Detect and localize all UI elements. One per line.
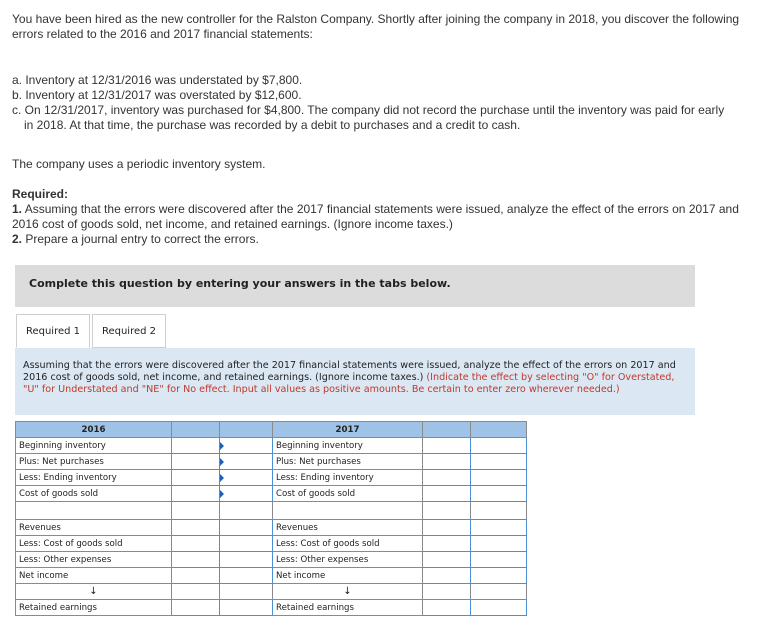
label-end-inv-2016: Less: Ending inventory <box>16 470 172 486</box>
revenues-2017-amount[interactable] <box>471 520 526 535</box>
less-cogs-2016-effect[interactable] <box>172 536 219 551</box>
label-less-cogs-2017: Less: Cost of goods sold <box>273 536 423 552</box>
label-less-cogs-2016: Less: Cost of goods sold <box>16 536 172 552</box>
label-beg-inv-2017: Beginning inventory <box>273 438 423 454</box>
beg-inv-2016-amount[interactable] <box>220 438 272 453</box>
label-other-exp-2017: Less: Other expenses <box>273 552 423 568</box>
revenues-2017-effect[interactable] <box>423 520 470 535</box>
amount-input[interactable] <box>220 438 273 454</box>
net-income-2016-amount[interactable] <box>220 568 272 583</box>
purchases-2017-amount[interactable] <box>471 454 526 469</box>
label-net-income-2016: Net income <box>16 568 172 584</box>
purchases-2017-effect[interactable] <box>423 454 470 469</box>
end-inv-2017-effect[interactable] <box>423 470 470 485</box>
intro-text: You have been hired as the new controller for the Ralston Company. Shortly after joining the company in 2018, you discover the following errors related to the 2016 and 2017 financial statements: <box>12 12 740 41</box>
error-b: b. Inventory at 12/31/2017 was overstated by $12,600. <box>12 88 302 102</box>
label-cogs-2017: Cost of goods sold <box>273 486 423 502</box>
other-exp-2017-effect[interactable] <box>423 552 470 567</box>
purchases-2016-amount[interactable] <box>220 454 272 469</box>
label-end-inv-2017: Less: Ending inventory <box>273 470 423 486</box>
cogs-2016-effect[interactable] <box>172 486 219 501</box>
other-exp-2017-amount[interactable] <box>471 552 526 567</box>
beg-inv-2017-amount[interactable] <box>471 438 526 453</box>
retained-2017-amount[interactable] <box>471 600 526 615</box>
header-2017: 2017 <box>273 422 423 438</box>
required-item-1: 1. Assuming that the errors were discovered after the 2017 financial statements were issued, analyze the effect of the errors on 2017 and 2016 cost of goods sold, net income, and retained earnings. (Ignore income taxes.) <box>12 202 739 231</box>
required-item-2: 2. Prepare a journal entry to correct the errors. <box>12 232 259 246</box>
retained-2016-effect[interactable] <box>172 600 219 615</box>
error-c-cont: in 2018. At that time, the purchase was recorded by a debit to purchases and a credit to cash. <box>24 118 521 132</box>
cogs-2016-amount[interactable] <box>220 486 272 501</box>
instructions-main: Assuming that the errors were discovered after the 2017 financial statements were issued, analyze the effect of the errors on 2017 and 2016 cost of goods sold, net income, and retained earnings. (Ignore income taxes.) <box>23 360 676 383</box>
down-arrow-icon: ↓ <box>16 584 172 600</box>
label-cogs-2016: Cost of goods sold <box>16 486 172 502</box>
beg-inv-2017-effect[interactable] <box>423 438 470 453</box>
net-income-2017-effect[interactable] <box>423 568 470 583</box>
error-list <box>12 73 764 133</box>
retained-2017-effect[interactable] <box>423 600 470 615</box>
less-cogs-2016-amount[interactable] <box>220 536 272 551</box>
label-revenues-2017: Revenues <box>273 520 423 536</box>
problem-intro <box>12 12 764 133</box>
beg-inv-2016-effect[interactable] <box>172 438 219 453</box>
required-heading: Required: <box>12 187 69 201</box>
label-net-income-2017: Net income <box>273 568 423 584</box>
tab-required-2[interactable]: Required 2 <box>92 314 166 348</box>
required-section <box>12 187 764 247</box>
end-inv-2016-amount[interactable] <box>220 470 272 485</box>
end-inv-2016-effect[interactable] <box>172 470 219 485</box>
instructions-panel <box>15 348 695 415</box>
label-beg-inv-2016: Beginning inventory <box>16 438 172 454</box>
label-retained-2016: Retained earnings <box>16 600 172 616</box>
other-exp-2016-amount[interactable] <box>220 552 272 567</box>
revenues-2016-amount[interactable] <box>220 520 272 535</box>
less-cogs-2017-effect[interactable] <box>423 536 470 551</box>
net-income-2016-effect[interactable] <box>172 568 219 583</box>
error-a: a. Inventory at 12/31/2016 was understated by $7,800. <box>12 73 303 87</box>
retained-2016-amount[interactable] <box>220 600 272 615</box>
label-revenues-2016: Revenues <box>16 520 172 536</box>
label-purchases-2017: Plus: Net purchases <box>273 454 423 470</box>
less-cogs-2017-amount[interactable] <box>471 536 526 551</box>
instructions-hint: (Indicate the effect by selecting "O" for Overstated, "U" for Understated and "NE" for No effect. Input all values as positive amounts. Be certain to enter zero wherever needed.) <box>23 372 675 395</box>
other-exp-2016-effect[interactable] <box>172 552 219 567</box>
revenues-2016-effect[interactable] <box>172 520 219 535</box>
cogs-2017-effect[interactable] <box>423 486 470 501</box>
net-income-2017-amount[interactable] <box>471 568 526 583</box>
header-2016: 2016 <box>16 422 172 438</box>
effect-select[interactable] <box>172 438 220 454</box>
end-inv-2017-amount[interactable] <box>471 470 526 485</box>
complete-prompt: Complete this question by entering your answers in the tabs below. <box>15 265 695 307</box>
label-retained-2017: Retained earnings <box>273 600 423 616</box>
label-other-exp-2016: Less: Other expenses <box>16 552 172 568</box>
cogs-2017-amount[interactable] <box>471 486 526 501</box>
down-arrow-icon: ↓ <box>273 584 423 600</box>
tab-required-1[interactable]: Required 1 <box>16 314 90 348</box>
label-purchases-2016: Plus: Net purchases <box>16 454 172 470</box>
effects-grid <box>15 421 527 616</box>
inventory-system-note: The company uses a periodic inventory system. <box>12 157 266 171</box>
error-c: c. On 12/31/2017, inventory was purchased for $4,800. The company did not record the purchase until the inventory was paid for early <box>12 103 725 117</box>
purchases-2016-effect[interactable] <box>172 454 219 469</box>
